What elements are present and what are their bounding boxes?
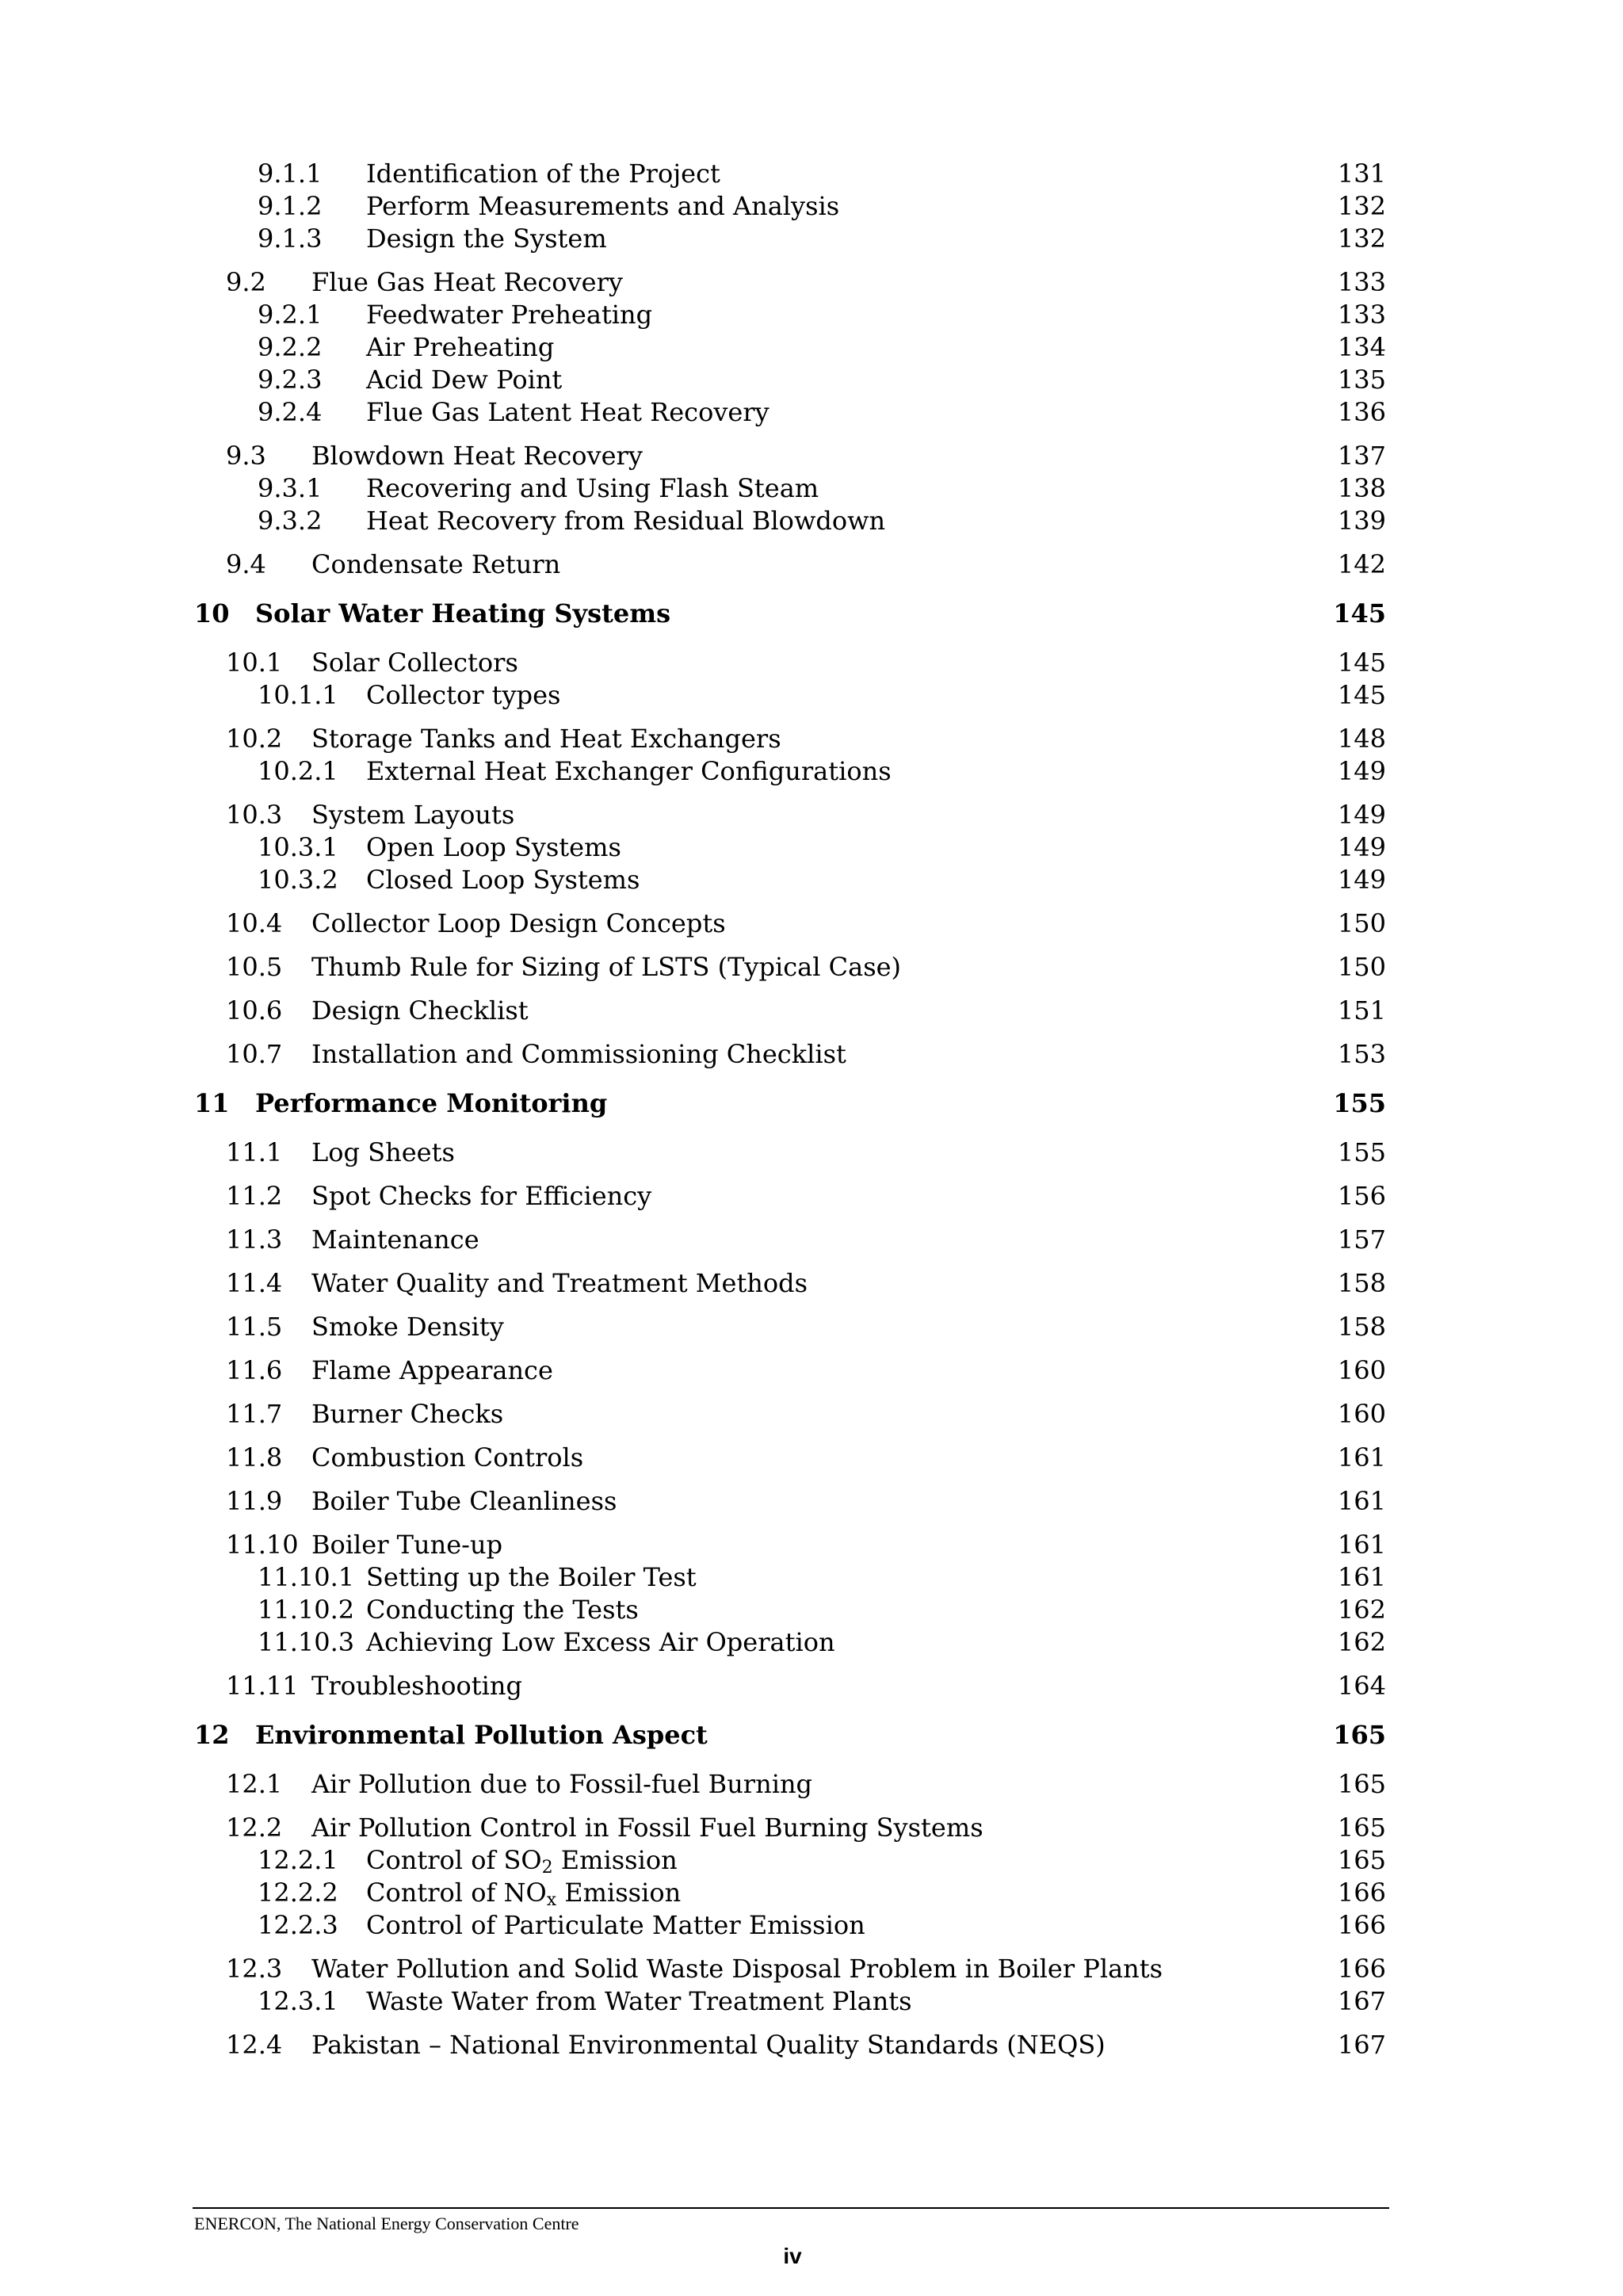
toc-entry-page: 131 bbox=[1337, 159, 1386, 189]
toc-entry-page: 160 bbox=[1337, 1355, 1386, 1385]
toc-entry-title-text: Control of SO bbox=[366, 1845, 542, 1875]
toc-entry-row[interactable] bbox=[0, 1528, 1623, 1561]
toc-entry-number: 10.1 bbox=[226, 648, 283, 678]
toc-entry-page: 138 bbox=[1337, 473, 1386, 503]
toc-entry-row[interactable] bbox=[0, 722, 1623, 755]
toc-entry-number: 11.4 bbox=[226, 1268, 283, 1298]
toc-entry-page: 135 bbox=[1337, 365, 1386, 395]
toc-entry-page: 162 bbox=[1337, 1595, 1386, 1625]
toc-entry-number: 12 bbox=[194, 1720, 230, 1750]
toc-entry-number: 12.2.1 bbox=[258, 1845, 338, 1875]
toc-entry-number: 11.9 bbox=[226, 1486, 283, 1516]
toc-entry-number: 10.3.2 bbox=[258, 865, 338, 895]
toc-entry-page: 133 bbox=[1337, 267, 1386, 297]
toc-entry-number: 11.8 bbox=[226, 1442, 283, 1473]
toc-entry-title: Flue Gas Latent Heat Recovery bbox=[366, 397, 769, 427]
toc-entry-row[interactable] bbox=[0, 1397, 1623, 1431]
toc-chapter-row[interactable] bbox=[0, 1087, 1623, 1120]
toc-entry-title: Air Pollution Control in Fossil Fuel Burning Systems bbox=[311, 1813, 983, 1843]
toc-entry-title-suffix: Emission bbox=[556, 1878, 682, 1908]
toc-entry-row[interactable] bbox=[0, 1985, 1623, 2018]
toc-entry-row[interactable] bbox=[0, 950, 1623, 984]
toc-entry-number: 12.4 bbox=[226, 2030, 283, 2060]
toc-entry-title: Storage Tanks and Heat Exchangers bbox=[311, 724, 781, 754]
toc-entry-row[interactable] bbox=[0, 1908, 1623, 1942]
toc-entry-row[interactable] bbox=[0, 1811, 1623, 1844]
toc-entry-number: 11.10.3 bbox=[258, 1627, 355, 1657]
toc-entry-number: 10.1.1 bbox=[258, 680, 338, 710]
toc-entry-row[interactable] bbox=[0, 395, 1623, 429]
toc-entry-title: Recovering and Using Flash Steam bbox=[366, 473, 819, 503]
toc-entry-row[interactable] bbox=[0, 863, 1623, 896]
toc-entry-page: 167 bbox=[1337, 1986, 1386, 2016]
toc-entry-title: Acid Dew Point bbox=[366, 365, 563, 395]
toc-entry-title bbox=[366, 1876, 681, 1909]
toc-entry-page: 166 bbox=[1337, 1910, 1386, 1940]
toc-entry-number: 12.2 bbox=[226, 1813, 283, 1843]
toc-entry-number: 10.7 bbox=[226, 1039, 283, 1069]
toc-entry-title: Design Checklist bbox=[311, 995, 529, 1026]
toc-entry-title: Thumb Rule for Sizing of LSTS (Typical Case) bbox=[311, 952, 902, 982]
toc-entry-page: 155 bbox=[1333, 1088, 1386, 1118]
toc-entry-row[interactable] bbox=[0, 755, 1623, 788]
toc-entry-page: 137 bbox=[1337, 441, 1386, 471]
toc-entry-title: Condensate Return bbox=[311, 549, 561, 579]
toc-entry-title: Water Quality and Treatment Methods bbox=[311, 1268, 808, 1298]
toc-entry-number: 11.10.1 bbox=[258, 1562, 355, 1592]
toc-entry-row[interactable] bbox=[0, 504, 1623, 537]
toc-entry-title: Pakistan – National Environmental Quality Standards (NEQS) bbox=[311, 2030, 1106, 2060]
toc-entry-number: 11.3 bbox=[226, 1224, 283, 1255]
toc-entry-page: 132 bbox=[1337, 191, 1386, 221]
toc-entry-page: 150 bbox=[1337, 908, 1386, 938]
toc-entry-page: 165 bbox=[1337, 1769, 1386, 1799]
toc-entry-number: 11.1 bbox=[226, 1137, 283, 1167]
toc-entry-number: 9.2.2 bbox=[258, 332, 323, 362]
toc-entry-title: Setting up the Boiler Test bbox=[366, 1562, 697, 1592]
toc-entry-page: 132 bbox=[1337, 223, 1386, 254]
toc-entry-number: 9.4 bbox=[226, 549, 266, 579]
toc-entry-row[interactable] bbox=[0, 1266, 1623, 1300]
toc-entry-number: 11.10.2 bbox=[258, 1595, 355, 1625]
toc-entry-title: Smoke Density bbox=[311, 1312, 504, 1342]
toc-entry-title: Performance Monitoring bbox=[255, 1088, 608, 1118]
toc-entry-title: Blowdown Heat Recovery bbox=[311, 441, 643, 471]
toc-entry-page: 142 bbox=[1337, 549, 1386, 579]
toc-entry-number: 10.3.1 bbox=[258, 832, 338, 862]
toc-entry-row[interactable] bbox=[0, 1876, 1623, 1909]
toc-entry-page: 149 bbox=[1337, 756, 1386, 786]
toc-entry-page: 145 bbox=[1337, 680, 1386, 710]
toc-entry-title: Flame Appearance bbox=[311, 1355, 553, 1385]
toc-entry-page: 145 bbox=[1333, 598, 1386, 628]
toc-entry-title: Boiler Tune-up bbox=[311, 1530, 503, 1560]
toc-entry-number: 9.2.1 bbox=[258, 300, 323, 330]
footer-divider bbox=[193, 2207, 1389, 2209]
toc-entry-number: 10.3 bbox=[226, 800, 283, 830]
toc-entry-number: 10.6 bbox=[226, 995, 283, 1026]
toc-chapter-row[interactable] bbox=[0, 597, 1623, 630]
toc-entry-row[interactable] bbox=[0, 472, 1623, 505]
toc-entry-row[interactable] bbox=[0, 1843, 1623, 1877]
toc-entry-page: 164 bbox=[1337, 1671, 1386, 1701]
toc-entry-row[interactable] bbox=[0, 1354, 1623, 1387]
toc-entry-row[interactable] bbox=[0, 1310, 1623, 1343]
toc-entry-row[interactable] bbox=[0, 678, 1623, 712]
toc-entry-page: 155 bbox=[1337, 1137, 1386, 1167]
toc-entry-page: 167 bbox=[1337, 2030, 1386, 2060]
toc-entry-row[interactable] bbox=[0, 222, 1623, 255]
toc-entry-title: Conducting the Tests bbox=[366, 1595, 639, 1625]
toc-entry-page: 165 bbox=[1337, 1813, 1386, 1843]
toc-entry-row[interactable] bbox=[0, 1179, 1623, 1213]
toc-entry-row[interactable] bbox=[0, 1593, 1623, 1626]
toc-entry-title-suffix: Emission bbox=[552, 1845, 678, 1875]
toc-entry-page: 149 bbox=[1337, 800, 1386, 830]
toc-entry-number: 9.2 bbox=[226, 267, 266, 297]
toc-entry-row[interactable] bbox=[0, 1136, 1623, 1169]
toc-entry-title-text: Control of NO bbox=[366, 1878, 547, 1908]
toc-entry-title: Collector Loop Design Concepts bbox=[311, 908, 726, 938]
toc-entry-row[interactable] bbox=[0, 907, 1623, 940]
toc-entry-title: Combustion Controls bbox=[311, 1442, 584, 1473]
toc-entry-title: Closed Loop Systems bbox=[366, 865, 640, 895]
toc-entry-title bbox=[366, 1843, 678, 1877]
toc-entry-page: 158 bbox=[1337, 1312, 1386, 1342]
toc-entry-number: 11 bbox=[194, 1088, 230, 1118]
toc-entry-row[interactable] bbox=[0, 1626, 1623, 1659]
toc-entry-page: 148 bbox=[1337, 724, 1386, 754]
toc-entry-number: 9.1.3 bbox=[258, 223, 323, 254]
toc-entry-page: 165 bbox=[1337, 1845, 1386, 1875]
toc-entry-title-subscript: x bbox=[546, 1890, 557, 1910]
toc-chapter-row[interactable] bbox=[0, 1718, 1623, 1752]
toc-entry-page: 158 bbox=[1337, 1268, 1386, 1298]
toc-entry-number: 11.10 bbox=[226, 1530, 299, 1560]
toc-entry-title: Water Pollution and Solid Waste Disposal Problem in Boiler Plants bbox=[311, 1954, 1163, 1984]
toc-entry-page: 133 bbox=[1337, 300, 1386, 330]
toc-entry-page: 136 bbox=[1337, 397, 1386, 427]
toc-entry-page: 160 bbox=[1337, 1399, 1386, 1429]
toc-entry-title: Waste Water from Water Treatment Plants bbox=[366, 1986, 912, 2016]
toc-entry-row[interactable] bbox=[0, 298, 1623, 331]
toc-entry-page: 134 bbox=[1337, 332, 1386, 362]
toc-entry-title: Air Pollution due to Fossil-fuel Burning bbox=[311, 1769, 813, 1799]
toc-entry-row[interactable] bbox=[0, 1223, 1623, 1256]
toc-entry-row[interactable] bbox=[0, 266, 1623, 299]
toc-entry-title: Collector types bbox=[366, 680, 561, 710]
toc-entry-page: 139 bbox=[1337, 506, 1386, 536]
toc-entry-title: Flue Gas Heat Recovery bbox=[311, 267, 623, 297]
toc-entry-row[interactable] bbox=[0, 548, 1623, 581]
toc-entry-number: 9.3.2 bbox=[258, 506, 323, 536]
toc-entry-number: 10.4 bbox=[226, 908, 283, 938]
toc-entry-row[interactable] bbox=[0, 1669, 1623, 1702]
toc-entry-page: 161 bbox=[1337, 1530, 1386, 1560]
toc-entry-row[interactable] bbox=[0, 1484, 1623, 1518]
toc-entry-row[interactable] bbox=[0, 831, 1623, 864]
toc-entry-title: External Heat Exchanger Configurations bbox=[366, 756, 892, 786]
toc-entry-row[interactable] bbox=[0, 157, 1623, 190]
toc-entry-page: 145 bbox=[1337, 648, 1386, 678]
toc-entry-row[interactable] bbox=[0, 1767, 1623, 1801]
toc-entry-title: System Layouts bbox=[311, 800, 515, 830]
toc-entry-row[interactable] bbox=[0, 189, 1623, 223]
toc-entry-number: 11.5 bbox=[226, 1312, 283, 1342]
toc-entry-number: 10.5 bbox=[226, 952, 283, 982]
toc-entry-title: Achieving Low Excess Air Operation bbox=[366, 1627, 835, 1657]
toc-entry-number: 11.7 bbox=[226, 1399, 283, 1429]
toc-entry-page: 161 bbox=[1337, 1486, 1386, 1516]
toc-entry-title: Log Sheets bbox=[311, 1137, 455, 1167]
toc-entry-title: Solar Water Heating Systems bbox=[255, 598, 671, 628]
toc-entry-page: 162 bbox=[1337, 1627, 1386, 1657]
toc-entry-title: Open Loop Systems bbox=[366, 832, 621, 862]
toc-entry-number: 12.2.3 bbox=[258, 1910, 338, 1940]
toc-entry-number: 10.2.1 bbox=[258, 756, 338, 786]
page-number: iv bbox=[783, 2244, 802, 2268]
toc-entry-row[interactable] bbox=[0, 1441, 1623, 1474]
toc-entry-row[interactable] bbox=[0, 363, 1623, 396]
toc-entry-title: Feedwater Preheating bbox=[366, 300, 653, 330]
toc-entry-number: 12.2.2 bbox=[258, 1878, 338, 1908]
toc-entry-number: 9.2.3 bbox=[258, 365, 323, 395]
toc-entry-page: 149 bbox=[1337, 832, 1386, 862]
toc-entry-title: Burner Checks bbox=[311, 1399, 504, 1429]
toc-entry-row[interactable] bbox=[0, 1037, 1623, 1071]
toc-entry-title: Installation and Commissioning Checklist bbox=[311, 1039, 846, 1069]
toc-entry-title-subscript: 2 bbox=[541, 1858, 553, 1878]
toc-entry-row[interactable] bbox=[0, 798, 1623, 831]
toc-entry-title: Maintenance bbox=[311, 1224, 479, 1255]
toc-entry-number: 11.6 bbox=[226, 1355, 283, 1385]
toc-entry-row[interactable] bbox=[0, 439, 1623, 472]
toc-entry-row[interactable] bbox=[0, 1952, 1623, 1985]
toc-entry-number: 11.11 bbox=[226, 1671, 299, 1701]
toc-entry-page: 149 bbox=[1337, 865, 1386, 895]
toc-entry-page: 166 bbox=[1337, 1878, 1386, 1908]
toc-entry-number: 12.1 bbox=[226, 1769, 283, 1799]
footer-organization: ENERCON, The National Energy Conservation Centre bbox=[194, 2214, 579, 2233]
toc-entry-title: Troubleshooting bbox=[311, 1671, 522, 1701]
toc-entry-row[interactable] bbox=[0, 330, 1623, 364]
toc-entry-number: 12.3.1 bbox=[258, 1986, 338, 2016]
toc-entry-page: 156 bbox=[1337, 1181, 1386, 1211]
toc-entry-page: 153 bbox=[1337, 1039, 1386, 1069]
toc-entry-number: 11.2 bbox=[226, 1181, 283, 1211]
toc-entry-title: Design the System bbox=[366, 223, 607, 254]
toc-entry-title: Heat Recovery from Residual Blowdown bbox=[366, 506, 886, 536]
toc-entry-row[interactable] bbox=[0, 646, 1623, 679]
toc-entry-page: 157 bbox=[1337, 1224, 1386, 1255]
toc-entry-page: 151 bbox=[1337, 995, 1386, 1026]
toc-entry-row[interactable] bbox=[0, 994, 1623, 1027]
toc-entry-page: 150 bbox=[1337, 952, 1386, 982]
toc-entry-page: 166 bbox=[1337, 1954, 1386, 1984]
toc-entry-page: 165 bbox=[1333, 1720, 1386, 1750]
toc-entry-title: Air Preheating bbox=[366, 332, 555, 362]
toc-entry-title: Control of Particulate Matter Emission bbox=[366, 1910, 865, 1940]
toc-entry-title: Solar Collectors bbox=[311, 648, 518, 678]
toc-entry-title: Boiler Tube Cleanliness bbox=[311, 1486, 617, 1516]
toc-entry-number: 10.2 bbox=[226, 724, 283, 754]
toc-entry-title: Spot Checks for Efficiency bbox=[311, 1181, 652, 1211]
toc-entry-page: 161 bbox=[1337, 1442, 1386, 1473]
toc-entry-number: 9.3.1 bbox=[258, 473, 323, 503]
toc-entry-number: 9.1.1 bbox=[258, 159, 323, 189]
toc-entry-number: 10 bbox=[194, 598, 230, 628]
toc-entry-title: Identification of the Project bbox=[366, 159, 720, 189]
toc-entry-title: Environmental Pollution Aspect bbox=[255, 1720, 708, 1750]
toc-entry-page: 161 bbox=[1337, 1562, 1386, 1592]
toc-entry-number: 9.1.2 bbox=[258, 191, 323, 221]
toc-entry-row[interactable] bbox=[0, 1561, 1623, 1594]
toc-entry-title: Perform Measurements and Analysis bbox=[366, 191, 840, 221]
toc-entry-row[interactable] bbox=[0, 2028, 1623, 2061]
toc-entry-number: 9.3 bbox=[226, 441, 266, 471]
toc-entry-number: 9.2.4 bbox=[258, 397, 323, 427]
toc-entry-number: 12.3 bbox=[226, 1954, 283, 1984]
